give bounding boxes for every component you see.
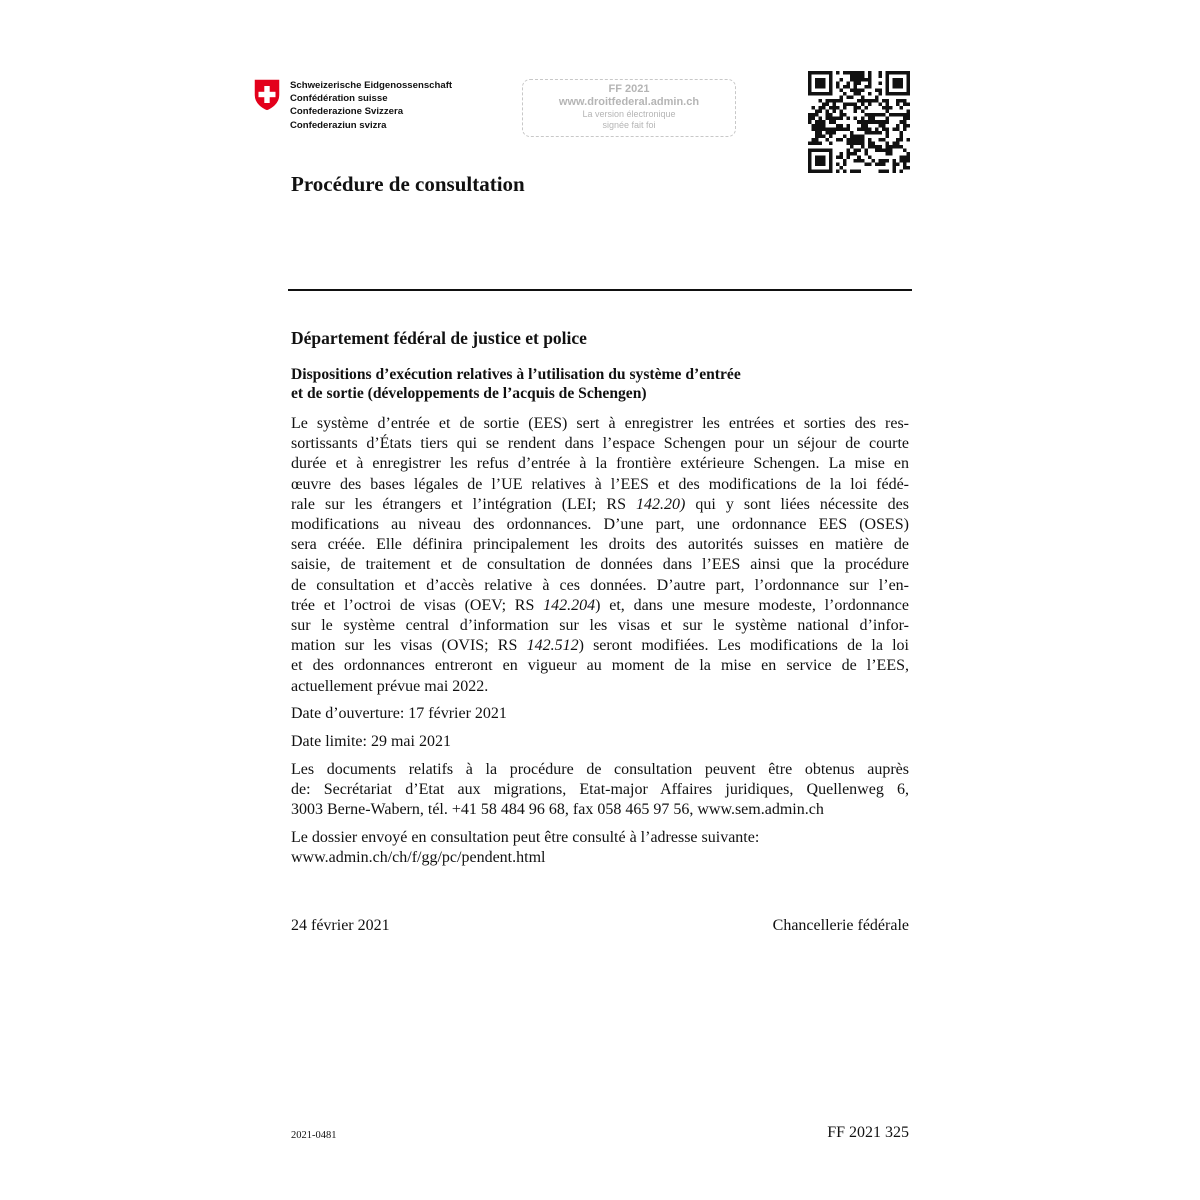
description-line: sortissants d’États tiers qui se rendent dans l’espace Schengen pour un séjour de courte xyxy=(291,435,909,453)
confederation-name-rm: Confederaziun svizra xyxy=(290,119,387,131)
description-line: de consultation et d’accès relative à ces données. D’autre part, l’ordonnance sur l’en- xyxy=(291,576,909,594)
stamp-line-url: www.droitfederal.admin.ch xyxy=(558,96,700,108)
stamp-line-version: La version électronique xyxy=(582,109,676,119)
page-title: Procédure de consultation xyxy=(291,172,525,196)
confederation-name-de: Schweizerische Eidgenossenschaft xyxy=(290,80,453,91)
description-line xyxy=(291,495,909,515)
confederation-names xyxy=(290,79,452,132)
description-line: sera créée. Elle définira principalement les droits des autorités suisses en matière de xyxy=(291,536,909,554)
description-paragraph xyxy=(291,414,909,697)
description-line: saisie, de traitement et de consultation de données dans l’EES ainsi que la procédure xyxy=(291,556,909,574)
signature-authority: Chancellerie fédérale xyxy=(772,917,909,934)
stamp-line-ff: FF 2021 xyxy=(608,83,650,95)
dossier-paragraph xyxy=(291,828,909,868)
confederation-name-it: Confederazione Svizzera xyxy=(290,106,404,118)
signature-date: 24 février 2021 xyxy=(291,917,390,934)
description-text: trée et l’octroi de visas (OEV; RS xyxy=(291,596,544,614)
rs-reference: 142.20) xyxy=(636,495,686,513)
subject-heading xyxy=(291,366,851,403)
stamp-line-signed: signée fait foi xyxy=(602,120,656,130)
description-line: durée et à enregistrer les refus d’entrée à la frontière extérieure Schengen. La mise en xyxy=(291,455,909,473)
department-heading: Département fédéral de justice et police xyxy=(291,328,587,348)
rs-reference: 142.204 xyxy=(543,596,596,614)
page-reference: FF 2021 325 xyxy=(827,1124,909,1141)
description-text: mation sur les visas (OVIS; RS xyxy=(291,637,527,655)
qr-code-icon xyxy=(808,71,910,173)
description-line: et des ordonnances entreront en vigueur au moment de la mise en service de l’EES, xyxy=(291,657,909,675)
description-line: œuvre des bases légales de l’UE relatives à l’EES et des modifications de la loi fédé- xyxy=(291,475,909,493)
electronic-version-stamp xyxy=(522,79,736,137)
description-text: rale sur les étrangers et l’intégration (LEI; RS xyxy=(291,495,636,513)
description-line: modifications au niveau des ordonnances. D’une part, une ordonnance EES (OSES) xyxy=(291,516,909,534)
documents-line: Les documents relatifs à la procédure de consultation peuvent être obtenus auprès xyxy=(291,761,909,778)
documents-line: de: Secrétariat d’Etat aux migrations, Etat-major Affaires juridiques, Quellenweg 6, xyxy=(291,781,909,799)
description-line: actuellement prévue mai 2022. xyxy=(291,677,489,695)
description-text: qui y sont liées nécessite des xyxy=(685,495,909,513)
confederation-name-fr: Confédération suisse xyxy=(290,93,388,105)
dossier-line: Le dossier envoyé en consultation peut être consulté à l’adresse suivante: xyxy=(291,829,760,846)
subject-line-2: et de sortie (développements de l’acquis de Schengen) xyxy=(291,384,647,402)
subject-line-1: Dispositions d’exécution relatives à l’utilisation du système d’entrée xyxy=(291,366,741,383)
description-text: ) et, dans une mesure modeste, l’ordonnance xyxy=(595,596,910,614)
description-text: ) seront modifiées. Les modifications de la loi xyxy=(578,637,909,655)
dossier-url: www.admin.ch/ch/f/gg/pc/pendent.html xyxy=(291,849,546,867)
description-line xyxy=(291,636,909,656)
description-line xyxy=(291,596,909,616)
swiss-flag-icon xyxy=(252,78,282,112)
document-reference: 2021-0481 xyxy=(291,1130,337,1141)
opening-date: Date d’ouverture: 17 février 2021 xyxy=(291,705,507,722)
description-line: Le système d’entrée et de sortie (EES) sert à enregistrer les entrées et sorties des res- xyxy=(291,415,909,432)
title-divider xyxy=(288,289,912,291)
description-line: sur le système central d’information sur les visas et sur le système national d’infor- xyxy=(291,617,909,635)
documents-line: 3003 Berne-Wabern, tél. +41 58 484 96 68, fax 058 465 97 56, www.sem.admin.ch xyxy=(291,801,824,819)
documents-paragraph xyxy=(291,760,909,821)
rs-reference: 142.512 xyxy=(526,637,579,655)
deadline-date: Date limite: 29 mai 2021 xyxy=(291,733,451,750)
